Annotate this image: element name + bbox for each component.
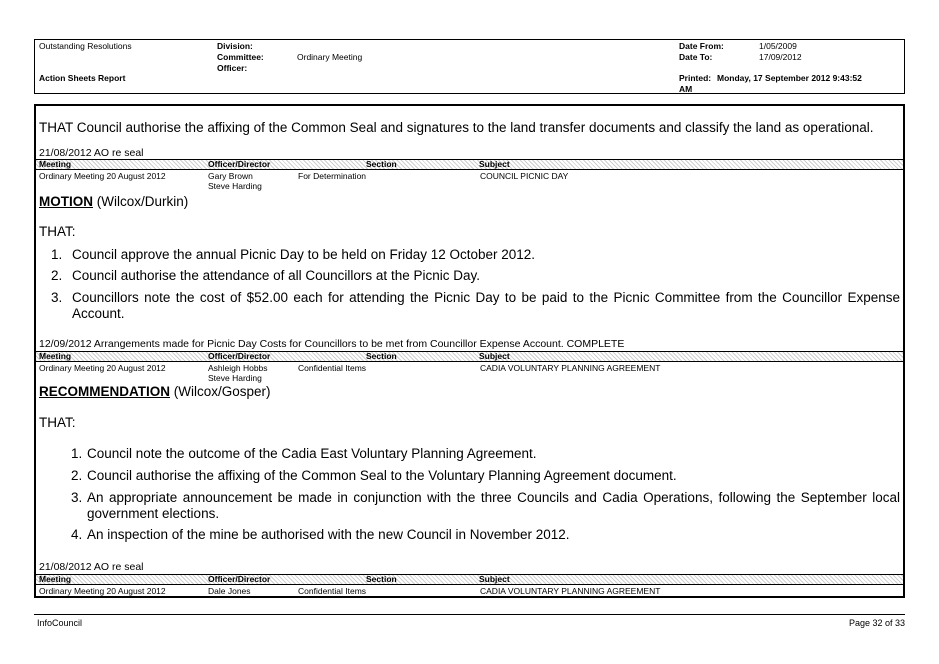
motion-heading-label: MOTION [39,194,93,209]
col-officer: Officer/Director [208,159,271,169]
row-officer-2: Steve Harding [208,373,262,383]
table-row [36,172,903,192]
col-meeting: Meeting [39,574,72,584]
row-section: Confidential Items [298,363,367,373]
report-group: Outstanding Resolutions [39,41,132,51]
committee-value: Ordinary Meeting [297,52,363,62]
list-item-number: 1. [71,446,83,461]
col-officer: Officer/Director [208,351,271,361]
list-item [71,468,901,484]
list-item [71,446,901,462]
recommendation-movers: (Wilcox/Gosper) [170,384,271,399]
list-item-text: An inspection of the mine be authorised with the new Council in November 2012. [87,527,570,542]
column-header-strip [36,574,903,585]
row-meeting: Ordinary Meeting 20 August 2012 [39,363,166,373]
list-item-text: Councillors note the cost of $52.00 each for attending the Picnic Day to be paid to the Picnic Committee from the Councillor Expense Account. [72,290,900,321]
list-item-number: 2. [71,468,83,483]
that-label: THAT: [39,415,76,430]
resolution-text: THAT Council authorise the affixing of the Common Seal and signatures to the land transfer documents and classify the land as operational. [39,120,874,135]
col-section: Section [366,351,397,361]
column-header-strip [36,351,903,362]
list-item-text: Council note the outcome of the Cadia East Voluntary Planning Agreement. [87,446,537,461]
list-item-text: An appropriate announcement be made in conjunction with the three Councils and Cadia Operations, following the September local government elections. [87,490,900,521]
recommendation-heading-label: RECOMMENDATION [39,384,170,399]
row-officer: Gary Brown [208,171,253,181]
list-item-text: Council authorise the affixing of the Common Seal to the Voluntary Planning Agreement document. [87,468,677,483]
row-officer: Ashleigh Hobbs [208,363,268,373]
footer-brand: InfoCouncil [37,618,83,628]
that-label: THAT: [39,224,76,239]
printed-value: Monday, 17 September 2012 9:43:52 [717,73,862,83]
list-item-number: 3. [51,290,63,305]
col-section: Section [366,159,397,169]
col-meeting: Meeting [39,159,72,169]
page-number: Page 32 of 33 [848,618,905,628]
date-from-value: 1/05/2009 [759,41,797,51]
footer-divider [34,614,905,615]
row-officer: Dale Jones [208,586,251,596]
col-subject: Subject [479,159,510,169]
motion-heading [39,194,188,210]
list-item [71,527,901,543]
col-subject: Subject [479,574,510,584]
list-item-text: Council approve the annual Picnic Day to be held on Friday 12 October 2012. [72,247,536,262]
row-subject: CADIA VOLUNTARY PLANNING AGREEMENT [480,363,661,373]
table-row [36,364,903,384]
report-name: Action Sheets Report [39,73,126,83]
motion-movers: (Wilcox/Durkin) [93,194,189,209]
recommendation-heading [39,384,271,400]
list-item-text: Council authorise the attendance of all Councillors at the Picnic Day. [72,268,480,283]
list-item-number: 1. [51,247,63,262]
officer-label: Officer: [217,63,248,73]
row-section: Confidential Items [298,586,367,596]
col-meeting: Meeting [39,351,72,361]
row-section: For Determination [298,171,367,181]
col-officer: Officer/Director [208,574,271,584]
action-note: 21/08/2012 AO re seal [39,561,144,573]
row-subject: CADIA VOLUNTARY PLANNING AGREEMENT [480,586,661,596]
action-note: 21/08/2012 AO re seal [39,147,144,159]
row-meeting: Ordinary Meeting 20 August 2012 [39,586,166,596]
printed-label: Printed: [679,73,712,83]
row-meeting: Ordinary Meeting 20 August 2012 [39,171,166,181]
table-row [36,587,903,597]
list-item-number: 4. [71,527,83,542]
date-to-value: 17/09/2012 [759,52,802,62]
row-subject: COUNCIL PICNIC DAY [480,171,569,181]
row-officer-2: Steve Harding [208,181,262,191]
list-item-number: 3. [71,490,83,505]
printed-value-cont: AM [679,84,693,94]
list-item [71,490,901,524]
list-item [51,268,901,284]
list-item-number: 2. [51,268,63,283]
column-header-strip [36,159,903,170]
col-subject: Subject [479,351,510,361]
action-note: 12/09/2012 Arrangements made for Picnic Day Costs for Councillors to be met from Councillor Expense Account. COMPLETE [39,338,625,350]
division-label: Division: [217,41,253,51]
list-item [51,290,901,324]
col-section: Section [366,574,397,584]
date-to-label: Date To: [679,52,713,62]
list-item [51,247,901,263]
committee-label: Committee: [217,52,264,62]
date-from-label: Date From: [679,41,724,51]
